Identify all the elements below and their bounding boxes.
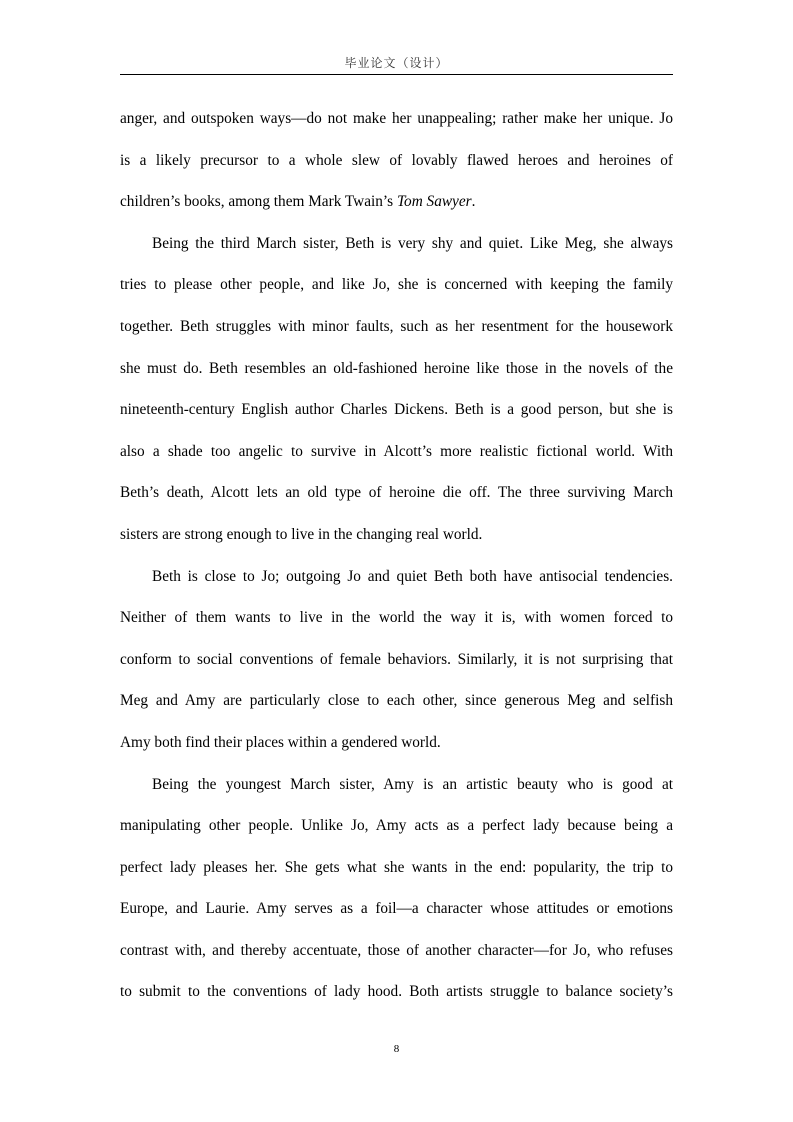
text-line: Europe, and Laurie. Amy serves as a foil—a character whose attitudes or emotions [120,900,673,918]
text-line: she must do. Beth resembles an old-fashioned heroine like those in the novels of the [120,359,673,377]
text-line: Beth is close to Jo; outgoing Jo and quiet Beth both have antisocial tendencies. [152,567,673,585]
text-line: tries to please other people, and like Jo, she is concerned with keeping the family [120,276,673,294]
paragraph [120,98,673,223]
text-line: is a likely precursor to a whole slew of lovably flawed heroes and heroines of [120,151,673,169]
text-line: Neither of them wants to live in the world the way it is, with women forced to [120,609,673,627]
text-line: perfect lady pleases her. She gets what she wants in the end: popularity, the trip to [120,858,673,876]
text-line: also a shade too angelic to survive in Alcott’s more realistic fictional world. With [120,442,673,460]
book-title-italic: Tom Sawyer [396,193,472,211]
text-line: manipulating other people. Unlike Jo, Amy acts as a perfect lady because being a [120,817,673,835]
text-line: Amy both find their places within a gendered world. [120,733,441,751]
text-line: Beth’s death, Alcott lets an old type of heroine die off. The three surviving March [120,484,673,502]
paragraph [120,223,673,556]
running-header: 毕业论文（设计） [344,56,449,70]
text-fragment: children’s books, among them Mark Twain’s [120,193,397,211]
text-line: sisters are strong enough to live in the changing real world. [120,525,483,543]
text-line: to submit to the conventions of lady hood. Both artists struggle to balance society’s [120,983,673,1001]
text-line [120,181,673,223]
page-number: 8 [393,1043,400,1055]
text-line: Being the youngest March sister, Amy is an artistic beauty who is good at [152,775,673,793]
text-line: nineteenth-century English author Charles Dickens. Beth is a good person, but she is [120,401,673,419]
text-line: contrast with, and thereby accentuate, those of another character—for Jo, who refuses [120,941,673,959]
document-body [120,98,673,1013]
text-line: Meg and Amy are particularly close to each other, since generous Meg and selfish [120,692,673,710]
text-line: together. Beth struggles with minor faults, such as her resentment for the housework [120,317,673,335]
text-fragment: . [471,193,476,211]
text-line: conform to social conventions of female behaviors. Similarly, it is not surprising that [120,650,673,668]
header-divider [120,74,673,75]
text-line: Being the third March sister, Beth is very shy and quiet. Like Meg, she always [152,234,673,252]
paragraph [120,556,673,764]
paragraph [120,764,673,1014]
text-line: anger, and outspoken ways—do not make her unappealing; rather make her unique. Jo [120,110,673,127]
